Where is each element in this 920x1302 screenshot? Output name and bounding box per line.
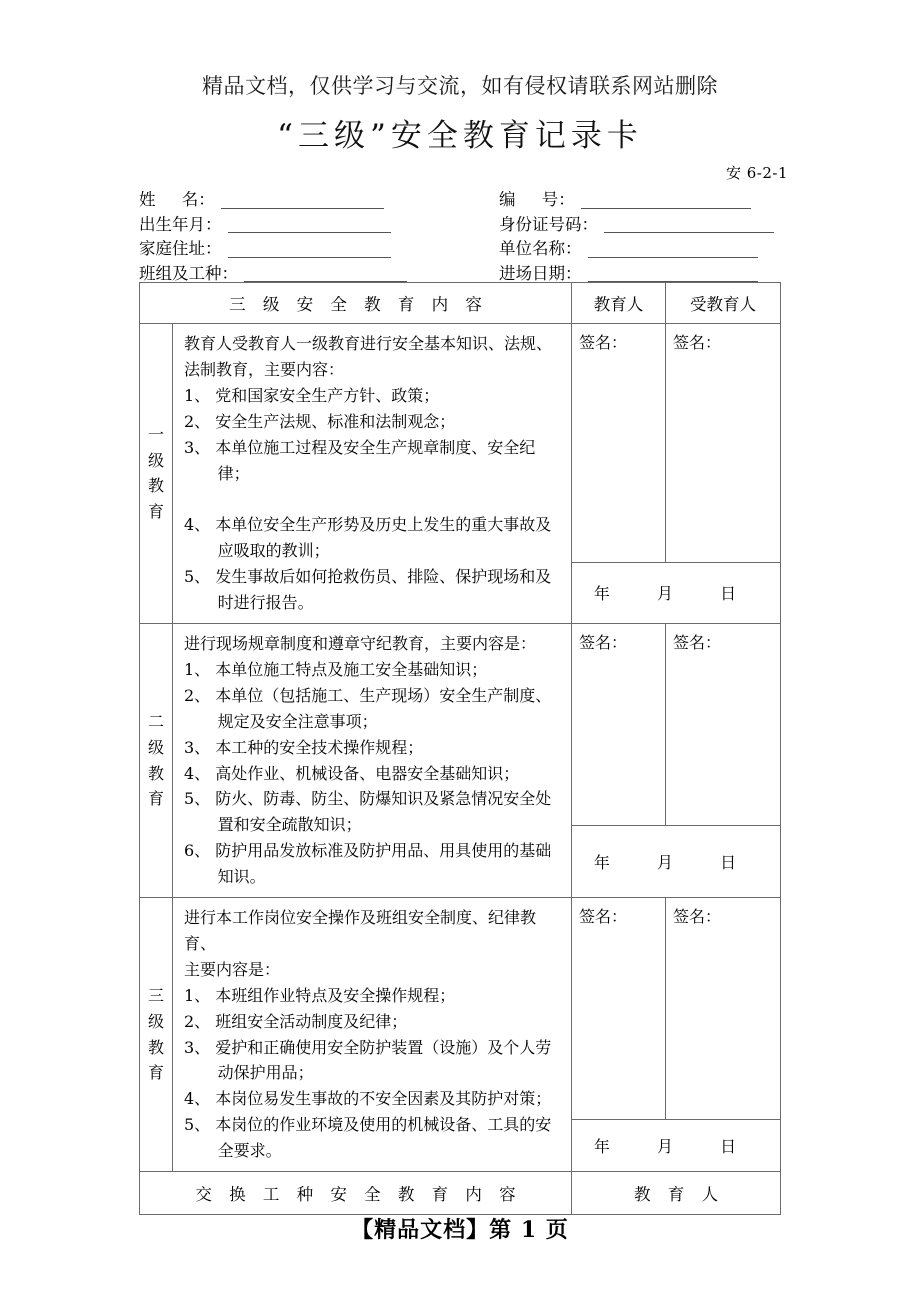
table-header-row bbox=[140, 283, 781, 324]
level-label-1 bbox=[140, 324, 173, 624]
level-2-char-2: 教 bbox=[147, 763, 164, 783]
header-educatee: 受教育人 bbox=[666, 283, 781, 324]
level-1-date-month: 月 bbox=[656, 584, 673, 604]
level-1-item-2: 3、 本单位施工过程及安全生产规章制度、安全纪律； bbox=[184, 437, 536, 483]
field-home-address bbox=[139, 241, 499, 260]
level-1-intro-line-1: 法制教育，主要内容： bbox=[184, 359, 345, 379]
level-3-educator-signature[interactable] bbox=[572, 898, 666, 1120]
level-2-item-4: 5、 防火、防毒、防尘、防爆知识及紧急情况安全处置和安全疏散知识； bbox=[184, 789, 552, 835]
level-3-item-3: 4、 本岗位易发生事故的不安全因素及其防护对策； bbox=[184, 1089, 552, 1109]
table-row bbox=[140, 623, 781, 825]
level-1-educator-signature[interactable] bbox=[572, 324, 666, 563]
level-2-date-day: 日 bbox=[720, 853, 737, 872]
field-serial-number bbox=[499, 192, 780, 211]
field-input-serial-number[interactable] bbox=[581, 207, 751, 209]
field-input-id-number[interactable] bbox=[604, 231, 774, 233]
field-label-home-address: 家庭住址： bbox=[139, 239, 222, 258]
field-input-name[interactable] bbox=[221, 207, 384, 209]
level-1-educatee-signature[interactable] bbox=[666, 324, 781, 563]
field-birth-date bbox=[139, 214, 499, 236]
level-1-content bbox=[173, 324, 572, 624]
form-row bbox=[139, 235, 780, 260]
field-label-entry-date: 进场日期： bbox=[499, 263, 582, 283]
footer-exchange-trade-content: 交 换 工 种 安 全 教 育 内 容 bbox=[140, 1172, 572, 1215]
level-3-item-0: 1、 本班组作业特点及安全操作规程； bbox=[184, 985, 456, 1005]
education-record-table bbox=[139, 282, 781, 1215]
level-2-educator-signature[interactable] bbox=[572, 623, 666, 825]
level-1-item-4: 4、 本单位安全生产形势及历史上发生的重大事故及应吸取的教训； bbox=[184, 515, 552, 561]
level-2-char-0: 二 bbox=[147, 711, 164, 731]
level-3-intro-line-1: 主要内容是： bbox=[184, 959, 281, 979]
level-3-item-4: 5、 本岗位的作业环境及使用的机械设备、工具的安全要求。 bbox=[184, 1115, 552, 1161]
level-2-educator-signature-label: 签名： bbox=[579, 632, 628, 652]
level-2-date[interactable] bbox=[572, 825, 781, 897]
level-1-char-2: 教 bbox=[147, 476, 164, 496]
form-row bbox=[139, 211, 780, 236]
field-label-serial-number: 编 号： bbox=[499, 190, 575, 209]
personal-info-form bbox=[139, 186, 780, 284]
level-1-educatee-signature-label: 签名： bbox=[673, 333, 722, 352]
level-3-date-day: 日 bbox=[720, 1137, 737, 1157]
level-3-char-0: 三 bbox=[147, 985, 164, 1005]
field-id-number bbox=[499, 214, 780, 236]
level-label-3 bbox=[140, 898, 173, 1172]
form-row bbox=[139, 260, 780, 285]
field-label-team-and-trade: 班组及工种： bbox=[139, 263, 238, 283]
level-2-char-1: 级 bbox=[147, 737, 164, 757]
level-3-educatee-signature-label: 签名： bbox=[673, 907, 722, 927]
level-3-content bbox=[173, 898, 572, 1172]
level-2-item-3: 4、 高处作业、机械设备、电器安全基础知识； bbox=[184, 763, 520, 783]
level-2-educatee-signature[interactable] bbox=[666, 623, 781, 825]
level-1-date-year: 年 bbox=[593, 584, 610, 604]
field-input-home-address[interactable] bbox=[228, 256, 391, 258]
field-company-name bbox=[499, 241, 780, 260]
level-3-item-1: 2、 班组安全活动制度及纪律； bbox=[184, 1011, 408, 1031]
table-footer-row bbox=[140, 1172, 781, 1215]
level-1-item-1: 2、 安全生产法规、标准和法制观念； bbox=[184, 411, 456, 431]
level-1-educator-signature-label: 签名： bbox=[579, 333, 628, 352]
level-3-educatee-signature[interactable] bbox=[666, 898, 781, 1120]
level-3-char-3: 育 bbox=[147, 1063, 164, 1083]
level-label-2 bbox=[140, 623, 173, 897]
page-number-footer: 【精品文档】第 1 页 bbox=[351, 1217, 569, 1243]
level-1-date[interactable] bbox=[572, 563, 781, 624]
watermark-notice: 精品文档，仅供学习与交流，如有侵权请联系网站删除 bbox=[202, 74, 718, 98]
field-input-birth-date[interactable] bbox=[228, 231, 391, 233]
level-2-content bbox=[173, 623, 572, 897]
document-code: 安 6-2-1 bbox=[725, 164, 788, 182]
level-3-date-year: 年 bbox=[593, 1137, 610, 1157]
field-label-company-name: 单位名称： bbox=[499, 239, 582, 258]
level-2-date-month: 月 bbox=[656, 853, 673, 872]
level-2-item-0: 1、 本单位施工特点及施工安全基础知识； bbox=[184, 659, 488, 679]
level-1-item-5: 5、 发生事故后如何抢救伤员、排险、保护现场和及时进行报告。 bbox=[184, 567, 552, 613]
level-2-educatee-signature-label: 签名： bbox=[673, 632, 722, 652]
level-2-item-2: 3、 本工种的安全技术操作规程； bbox=[184, 737, 424, 757]
level-3-intro-line-0: 进行本工作岗位安全操作及班组安全制度、纪律教育、 bbox=[184, 908, 537, 953]
level-1-intro-line-0: 教育人受教育人一级教育进行安全基本知识、法规、 bbox=[184, 334, 553, 353]
footer-educator: 教 育 人 bbox=[572, 1172, 781, 1215]
level-1-char-3: 育 bbox=[147, 502, 164, 522]
field-label-id-number: 身份证号码： bbox=[499, 214, 598, 234]
field-label-birth-date: 出生年月： bbox=[139, 214, 222, 234]
header-educator: 教育人 bbox=[572, 283, 666, 324]
level-3-char-2: 教 bbox=[147, 1037, 164, 1057]
level-3-item-2: 3、 爱护和正确使用安全防护装置（设施）及个人劳动保护用品； bbox=[184, 1037, 552, 1083]
table-row bbox=[140, 898, 781, 1120]
page-title: “三级”安全教育记录卡 bbox=[277, 118, 643, 154]
level-1-char-1: 级 bbox=[147, 450, 164, 470]
level-2-item-1: 2、 本单位（包括施工、生产现场）安全生产制度、规定及安全注意事项； bbox=[184, 685, 552, 731]
form-row bbox=[139, 186, 780, 211]
level-3-educator-signature-label: 签名： bbox=[579, 907, 628, 927]
level-2-item-5: 6、 防护用品发放标准及防护用品、用具使用的基础知识。 bbox=[184, 841, 552, 887]
table-row bbox=[140, 324, 781, 563]
field-label-name: 姓 名： bbox=[139, 190, 215, 209]
level-3-date[interactable] bbox=[572, 1120, 781, 1172]
level-1-spacer bbox=[184, 486, 563, 512]
level-2-intro-line-0: 进行现场规章制度和遵章守纪教育，主要内容是： bbox=[184, 633, 537, 653]
level-3-date-month: 月 bbox=[656, 1137, 673, 1157]
header-education-content: 三 级 安 全 教 育 内 容 bbox=[140, 283, 572, 324]
field-name bbox=[139, 192, 499, 211]
level-2-date-year: 年 bbox=[593, 853, 610, 872]
level-1-item-0: 1、 党和国家安全生产方针、政策； bbox=[184, 385, 440, 405]
level-1-date-day: 日 bbox=[720, 584, 737, 604]
level-2-char-3: 育 bbox=[147, 789, 164, 809]
level-1-char-0: 一 bbox=[147, 424, 164, 444]
level-3-char-1: 级 bbox=[147, 1011, 164, 1031]
field-input-company-name[interactable] bbox=[588, 256, 758, 258]
